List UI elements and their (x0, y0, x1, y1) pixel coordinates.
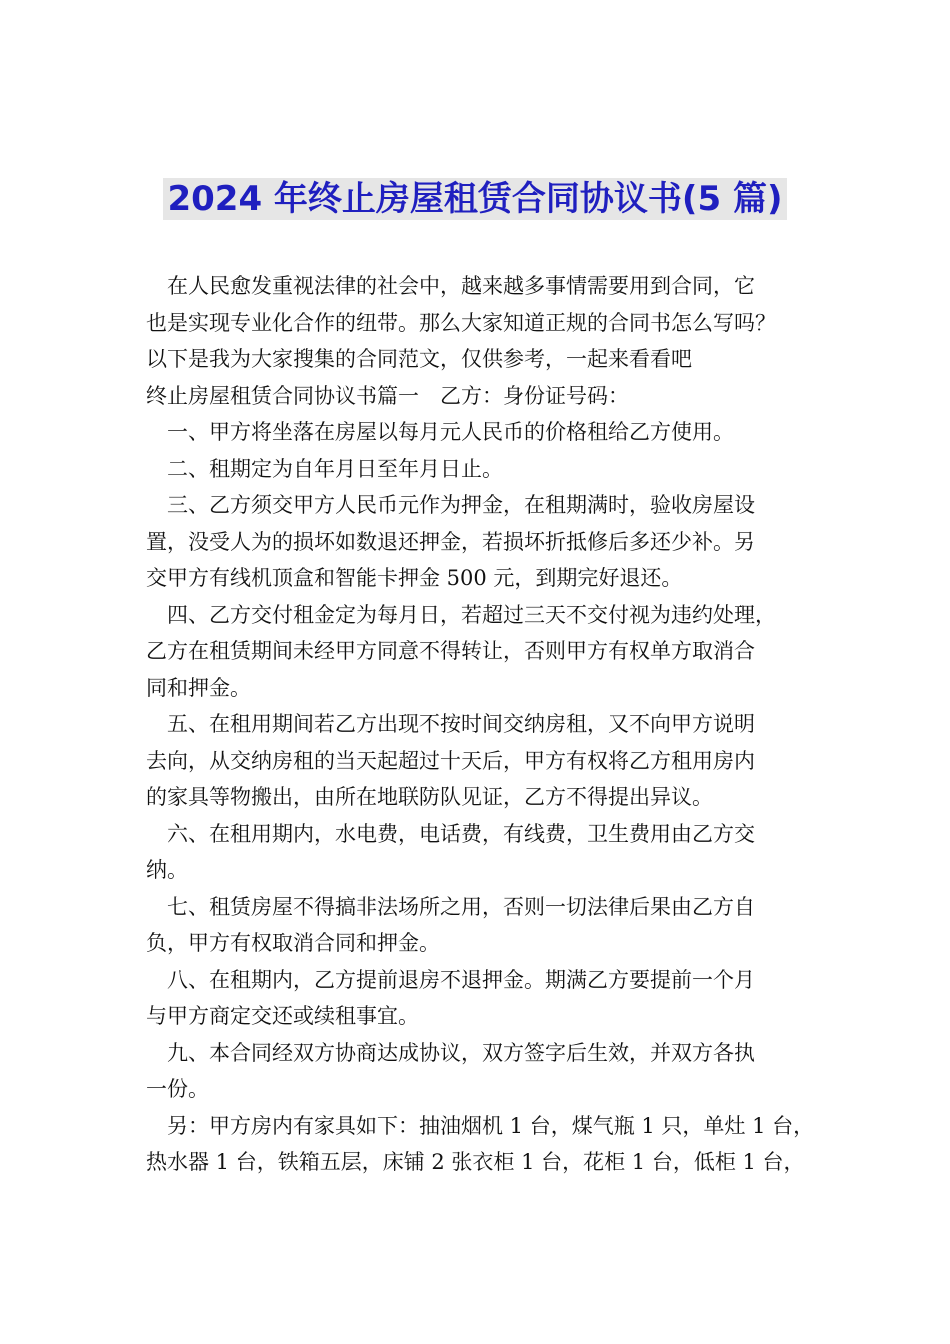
paragraph-line: 同和押金。 (146, 675, 251, 700)
title-container (0, 178, 950, 220)
paragraph-line: 另：甲方房内有家具如下：抽油烟机 1 台，煤气瓶 1 只，单灶 1 台， (167, 1113, 815, 1138)
paragraph-line: 热水器 1 台，铁箱五层，床铺 2 张衣柜 1 台，花柜 1 台，低柜 1 台， (146, 1150, 805, 1174)
paragraph (146, 962, 836, 1035)
paragraph (146, 597, 836, 707)
paragraph-line: 也是实现专业化合作的纽带。那么大家知道正规的合同书怎么写吗？ (146, 310, 776, 335)
paragraph (146, 889, 836, 962)
paragraph-line: 三、乙方须交甲方人民币元作为押金，在租期满时，验收房屋设 (167, 493, 755, 517)
paragraph (146, 706, 836, 816)
paragraph-line: 五、在租用期间若乙方出现不按时间交纳房租，又不向甲方说明 (167, 712, 755, 736)
paragraph-line: 终止房屋租赁合同协议书篇一 乙方：身份证号码： (146, 383, 629, 408)
paragraph-line: 四、乙方交付租金定为每月日，若超过三天不交付视为违约处理， (167, 602, 776, 627)
document-title: 2024 年终止房屋租赁合同协议书(5 篇) (163, 178, 786, 220)
paragraph (146, 414, 836, 451)
paragraph-line: 二、租期定为自年月日至年月日止。 (167, 456, 503, 481)
paragraph (146, 816, 836, 889)
paragraph-line: 纳。 (146, 858, 188, 882)
paragraph (146, 1108, 836, 1181)
paragraph-line: 与甲方商定交还或续租事宜。 (146, 1004, 419, 1028)
paragraph-line: 在人民愈发重视法律的社会中，越来越多事情需要用到合同，它 (167, 274, 755, 298)
paragraph-line: 以下是我为大家搜集的合同范文，仅供参考，一起来看看吧 (146, 347, 692, 371)
paragraph-line: 置，没受人为的损坏如数退还押金，若损坏折抵修后多还少补。另 (146, 529, 755, 554)
paragraph-line: 七、租赁房屋不得搞非法场所之用，否则一切法律后果由乙方自 (167, 894, 755, 919)
paragraph-line: 乙方在租赁期间未经甲方同意不得转让，否则甲方有权单方取消合 (146, 639, 755, 663)
paragraph-line: 去向，从交纳房租的当天起超过十天后，甲方有权将乙方租用房内 (146, 748, 755, 773)
paragraph (146, 378, 836, 415)
paragraph-line: 一、甲方将坐落在房屋以每月元人民币的价格租给乙方使用。 (167, 420, 734, 444)
paragraph-line: 的家具等物搬出，由所在地联防队见证，乙方不得提出异议。 (146, 785, 713, 809)
paragraph-line: 交甲方有线机顶盒和智能卡押金 500 元，到期完好退还。 (146, 566, 683, 590)
paragraph-line: 九、本合同经双方协商达成协议，双方签字后生效，并双方各执 (167, 1040, 755, 1065)
paragraph-line: 一份。 (146, 1077, 209, 1101)
paragraph-line: 六、在租用期内，水电费，电话费，有线费，卫生费用由乙方交 (167, 821, 755, 846)
paragraph-line: 负，甲方有权取消合同和押金。 (146, 931, 440, 955)
paragraph (146, 487, 836, 597)
paragraph (146, 1035, 836, 1108)
paragraph (146, 268, 836, 378)
document-body (146, 268, 836, 1181)
paragraph-line: 八、在租期内，乙方提前退房不退押金。期满乙方要提前一个月 (167, 967, 755, 992)
paragraph (146, 451, 836, 488)
